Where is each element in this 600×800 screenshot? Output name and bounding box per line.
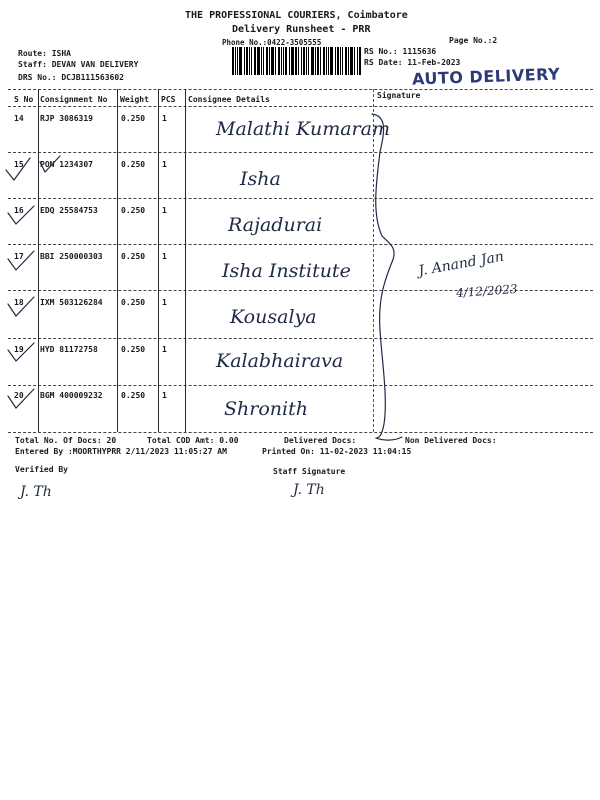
company-name: THE PROFESSIONAL COURIERS, Coimbatore xyxy=(185,10,408,21)
row-sno: 17 xyxy=(14,252,24,261)
column-header-weight: Weight xyxy=(120,95,149,104)
tick-mark xyxy=(8,297,34,316)
row-consignment: EDQ 25584753 xyxy=(40,206,98,215)
sheet-title: Delivery Runsheet - PRR xyxy=(232,24,371,35)
tick-mark xyxy=(6,158,30,180)
row-consignee-handwritten: Kousalya xyxy=(230,306,317,328)
route-label: Route: ISHA xyxy=(18,49,71,58)
row-weight: 0.250 xyxy=(121,345,146,354)
verified-by-label: Verified By xyxy=(15,465,68,474)
staff-signature-label: Staff Signature xyxy=(273,467,346,476)
row-pcs: 1 xyxy=(162,298,167,307)
row-consignee-handwritten: Malathi Kumaram xyxy=(216,118,390,140)
row-pcs: 1 xyxy=(162,114,167,123)
page-number: Page No.:2 xyxy=(449,36,498,45)
tick-mark xyxy=(8,389,34,408)
printed-on: Printed On: 11-02-2023 11:04:15 xyxy=(262,447,412,456)
non-delivered-docs: Non Delivered Docs: xyxy=(405,436,497,445)
row-sno: 19 xyxy=(14,345,24,354)
row-sno: 20 xyxy=(14,391,24,400)
row-consignment: BGM 400009232 xyxy=(40,391,103,400)
total-cod-amount: Total COD Amt: 0.00 xyxy=(147,436,239,445)
phone-number: Phone No.:0422-3505555 xyxy=(222,38,322,47)
row-consignee-handwritten: Isha Institute xyxy=(222,260,351,282)
rs-date: RS Date: 11-Feb-2023 xyxy=(364,58,461,67)
column-header-sno: S No xyxy=(14,95,34,104)
row-consignee-handwritten: Rajadurai xyxy=(228,214,323,236)
tick-mark xyxy=(40,156,60,172)
delivery-signature-date: 4/12/2023 xyxy=(455,281,518,301)
tick-mark xyxy=(8,206,34,224)
row-pcs: 1 xyxy=(162,345,167,354)
column-header-consignee: Consignee Details xyxy=(188,95,270,104)
row-sno: 16 xyxy=(14,206,24,215)
row-sno: 18 xyxy=(14,298,24,307)
column-header-signature: Signature xyxy=(377,91,421,100)
row-weight: 0.250 xyxy=(121,206,146,215)
column-header-pcs: PCS xyxy=(161,95,176,104)
delivered-docs: Delivered Docs: xyxy=(284,436,357,445)
row-sno: 15 xyxy=(14,160,24,169)
row-weight: 0.250 xyxy=(121,391,146,400)
row-pcs: 1 xyxy=(162,252,167,261)
row-pcs: 1 xyxy=(162,206,167,215)
row-consignment: HYD 81172758 xyxy=(40,345,98,354)
entered-by: Entered By :MOORTHYPRR 2/11/2023 11:05:27 AM xyxy=(15,447,227,456)
staff-signature: J. Th xyxy=(293,482,325,498)
column-header-consignment: Consignment No xyxy=(40,95,108,104)
rs-number: RS No.: 1115636 xyxy=(364,47,437,56)
tick-mark xyxy=(8,251,34,270)
delivery-signature: J. Anand Jan xyxy=(417,248,506,280)
total-docs: Total No. Of Docs: 20 xyxy=(15,436,117,445)
row-weight: 0.250 xyxy=(121,114,146,123)
row-consignment: BBI 250000303 xyxy=(40,252,103,261)
staff-label: Staff: DEVAN VAN DELIVERY xyxy=(18,60,139,69)
row-consignee-handwritten: Isha xyxy=(240,168,281,190)
brace-tail xyxy=(376,437,402,440)
signature-brace xyxy=(372,114,394,438)
auto-delivery-stamp: AUTO DELIVERY xyxy=(411,64,561,89)
verified-by-signature: J. Th xyxy=(20,484,52,500)
row-weight: 0.250 xyxy=(121,298,146,307)
row-weight: 0.250 xyxy=(121,252,146,261)
row-pcs: 1 xyxy=(162,160,167,169)
row-consignee-handwritten: Kalabhairava xyxy=(216,350,344,372)
drs-number: DRS No.: DCJB111563602 xyxy=(18,73,124,82)
row-consignee-handwritten: Shronith xyxy=(224,398,308,420)
row-consignment: IXM 503126284 xyxy=(40,298,103,307)
row-consignment: PON 1234307 xyxy=(40,160,93,169)
row-sno: 14 xyxy=(14,114,24,123)
row-consignment: RJP 3086319 xyxy=(40,114,93,123)
row-weight: 0.250 xyxy=(121,160,146,169)
row-pcs: 1 xyxy=(162,391,167,400)
tick-mark xyxy=(8,343,34,361)
